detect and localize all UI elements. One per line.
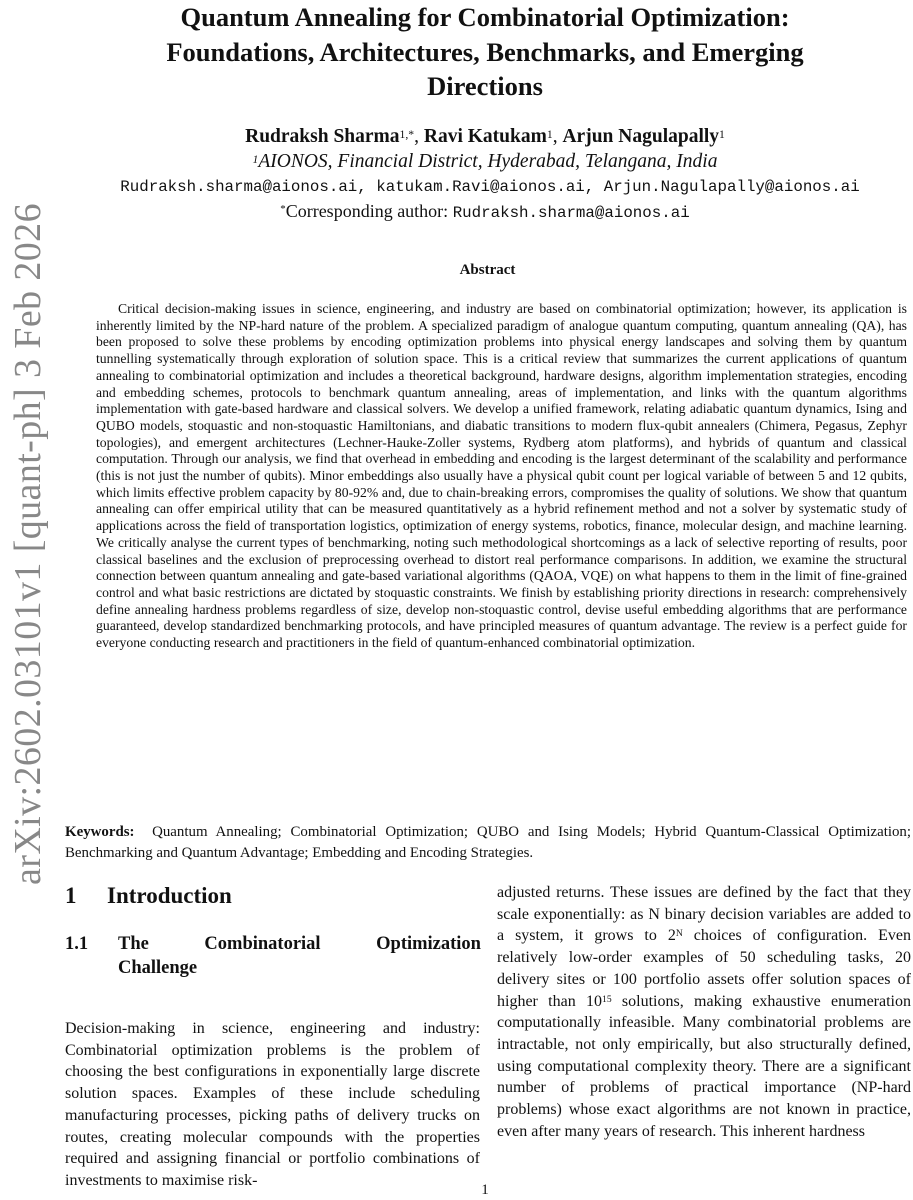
section-title: Introduction [107,883,232,908]
exponent: N [675,928,683,940]
body-text-right-column [497,882,911,1142]
title-line-3: Directions [427,71,543,101]
arxiv-identifier: arXiv:2602.03101v1 [quant-ph] 3 Feb 2026 [7,203,49,885]
affiliation [60,150,910,174]
abstract-text: Critical decision-making issues in science, engineering, and industry are based on combinatorial optimization; however, its application is inherently limited by the NP-hard nature of the problem. A specialized paradigm of analogue quantum computing, quantum annealing (QA), has been proposed to solve these problems by encoding optimization problems into physical energy landscapes and solving them by quantum tunnelling systematically through exploration of solution space. This is a critical review that summarizes the current applications of quantum annealing to combinatorial optimization and includes a theoretical background, hardware designs, algorithm implementation strategies, encoding and embedding schemes, protocols to benchmark quantum annealing, areas of implementation, and links with the quantum algorithms implementation with gate-based hardware and classical solvers. We develop a unified framework, relating adiabatic quantum dynamics, Ising and QUBO models, stoquastic and non-stoquastic Hamiltonians, and diabatic transitions to modern flux-qubit annealers (Chimera, Pegasus, Zephyr topologies), and emergent architectures (Lechner-Hauke-Zoller systems, Rydberg atom platforms), and hybrids of quantum and classical computation. Through our analysis, we find that overhead in embedding and encoding is the largest determinant of the scalability and performance (this is not just the number of qubits). Minor embeddings also usually have a physical qubit count per logical variable of between 5 and 12 qubits, which limits effective problem capacity by 80-92% and, due to chain-breaking errors, compromises the quality of solutions. We show that quantum annealing can offer empirical utility that can be measured quantitatively as a hybrid refinement method and not a solver by systematic study of applications across the field of transportation logistics, optimization of energy systems, robotics, finance, molecular design, and machine learning. We critically analyse the current types of benchmarking, noting such methodological shortcomings as a lack of selective reporting of results, poor classical baselines and the exclusion of preprocessing overhead to distort real performance comparisons. In addition, we examine the structural connection between quantum annealing and gate-based variational algorithms (QAOA, VQE) on what happens to them in the limit of fine-grained control and what basic restrictions are dictated by stoquastic constraints. We finish by establishing priority directions in research: comprehensively define annealing hardness problems regardless of size, develop non-stoquastic control, devise useful embedding algorithms that are performance guaranteed, develop standardized benchmarking protocols, and have principled measures of quantum advantage. The review is a perfect guide for everyone conducting research and practitioners in the field of quantum-enhanced combinatorial optimization. [96,301,907,651]
author-emails: Rudraksh.sharma@aionos.ai, katukam.Ravi@aionos.ai, Arjun.Nagulapally@aionos.ai [120,178,860,196]
keywords [65,822,911,864]
title-line-1: Quantum Annealing for Combinatorial Optimization: [180,2,790,32]
subsection-number: 1.1 [65,934,89,954]
body-text-left-column: Decision-making in science, engineering and industry: Combinatorial optimization problems is the problem of choosing the best configurations in exponentially large discrete solution spaces. Examples of these include scheduling manufacturing processes, picking paths of delivery trucks on routes, creating molecular compounds with the properties required and assigning financial or portfolio combinations of investments to maximise risk- [65,1020,480,1189]
abstract-heading: Abstract [459,262,516,278]
corresponding-email: Rudraksh.sharma@aionos.ai [452,204,690,222]
author-name: Rudraksh Sharma [245,126,400,147]
subsection-title-word: Optimization [376,934,481,954]
subsection-title-word: Combinatorial [204,934,321,954]
body-text-segment: solutions, making exhaustive enumeration computationally infeasible. Many combinatorial problems are intractable, not only empirically, but also structurally defined, using computational complexity theory. There are a significant number of problems of practical importance (NP-hard problems) whose exact algorithms are not known in practice, even after many years of research. This inherent hardness [497,992,912,1140]
body-text-segment: adjusted returns. These issues are defined by the fact that they scale exponentially: as N binary decision variables are added to a system, it grows to 2 [497,884,911,945]
corresponding-mark: * [280,203,286,215]
author-separator: , [552,126,563,147]
subsection-heading [65,932,485,980]
keywords-text: Quantum Annealing; Combinatorial Optimization; QUBO and Ising Models; Hybrid Quantum-Classical Optimization; Benchmarking and Quantum Advantage; Embedding and Encoding Strategies. [65,824,911,861]
author-name: Arjun Nagulapally [562,126,720,147]
author-list [60,125,910,149]
keywords-label: Keywords: [65,824,135,840]
affiliation-text: AIONOS, Financial District, Hyderabad, Telangana, India [258,151,718,172]
paper-title [60,0,910,104]
subsection-title-word: The [118,934,149,954]
corresponding-author [60,200,910,224]
author-affiliation-mark: 1 [719,128,725,141]
title-line-2: Foundations, Architectures, Benchmarks, and Emerging [166,36,804,67]
exponent: 15 [602,993,612,1005]
author-affiliation-mark: 1,* [399,128,415,141]
affiliation-mark: 1 [252,153,259,166]
subsection-heading-line-1 [65,932,481,956]
subsection-heading-line-2: Challenge [118,958,198,978]
author-separator: , [414,126,424,147]
body-text-segment: choices of configuration. Even relatively low-order examples of 50 scheduling tasks, 20 delivery sites or 100 portfolio assets offer solution spaces of higher than 10 [497,927,912,1010]
author-affiliation-mark: 1 [546,128,553,141]
section-heading-introduction [65,881,232,911]
author-name: Ravi Katukam [423,126,547,147]
corresponding-label: Corresponding author: [285,201,453,221]
page-number: 1 [481,1182,489,1198]
section-number: 1 [65,883,77,908]
